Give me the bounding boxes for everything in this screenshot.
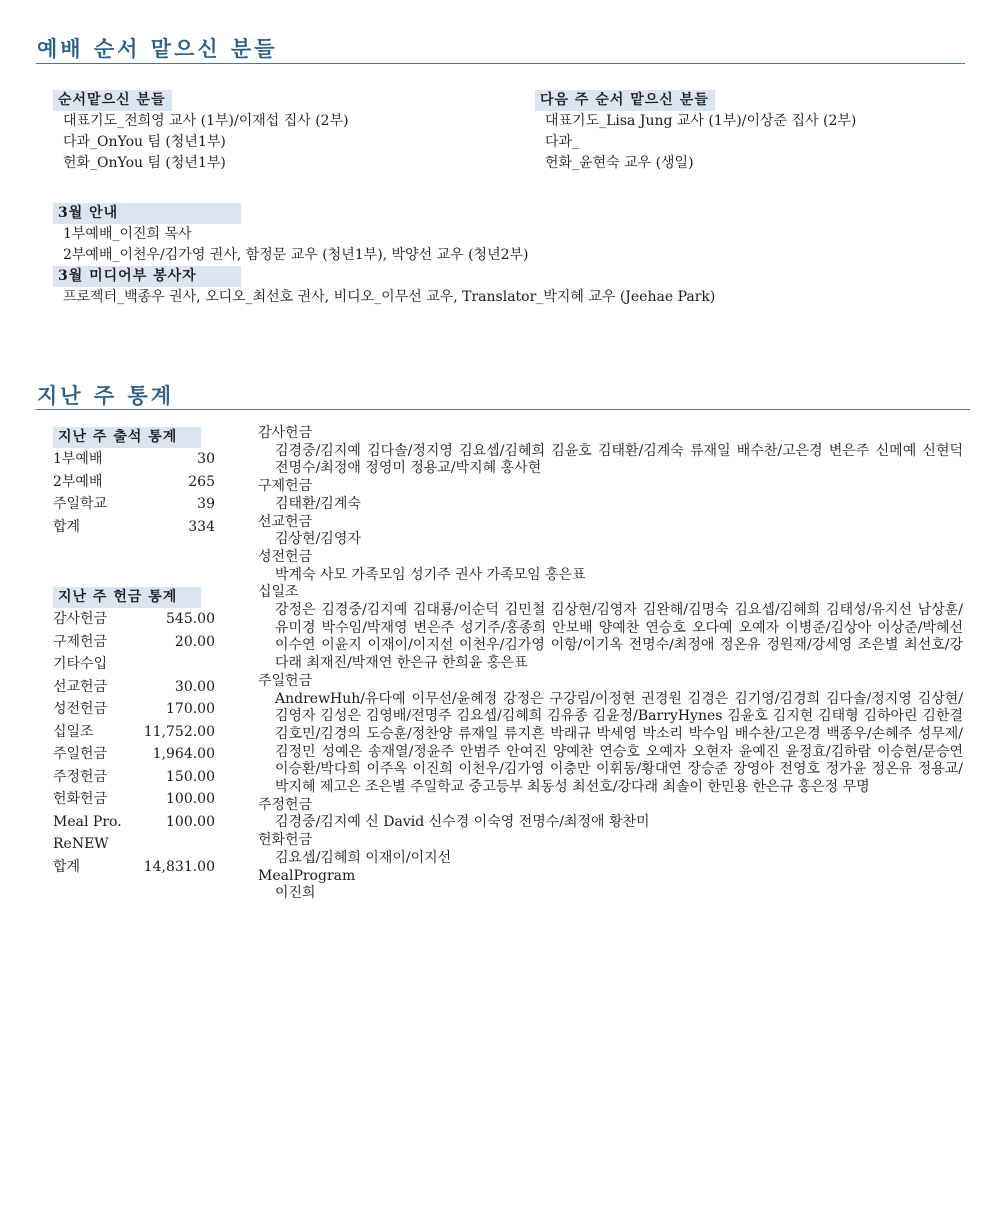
offering-category: 주일헌금: [258, 672, 313, 689]
offering-donor-names: 강정은 김경중/김지예 김대룡/이순덕 김민철 김상현/김영자 김완해/김명숙 김요셉/김혜희 김태성/유지선 남상훈/유미경 박수임/박재영 변은주 성기주/홍종희 안보배 양예찬 연승호 오다예 오예자 이병준/김상아 이상준/박혜선 이수연 이윤지 이재이/이지선 이천우/김가영 이항/이기옥 전명수/최정애 정온유 정원재/강세영 조은별 최선호/강다래 최재진/박재연 한은규 한희윤 홍은표: [275, 602, 963, 672]
offering-label: 주정헌금: [53, 768, 108, 785]
offering-category: 성전헌금: [258, 548, 313, 565]
offering-value: 100.00: [166, 813, 215, 830]
this-week-line: 다과_OnYou 팀 (청년1부): [63, 134, 226, 150]
stats-section-divider: [36, 409, 970, 410]
offering-label: 기타수입: [53, 656, 108, 672]
offering-category: 십일조: [258, 584, 299, 601]
offering-row: [53, 766, 215, 789]
offering-row: [53, 608, 215, 631]
offering-row: [53, 653, 215, 676]
attendance-row: [53, 471, 215, 494]
offering-value: 11,752.00: [143, 723, 215, 740]
this-week-line: 헌화_OnYou 팀 (청년1부): [63, 155, 226, 171]
offering-value: 20.00: [174, 633, 215, 650]
offering-label: 주일헌금: [53, 746, 108, 762]
offering-value: 100.00: [166, 791, 215, 807]
this-week-line: 대표기도_전희영 교사 (1부)/이재섭 집사 (2부): [63, 113, 349, 129]
next-week-line: 대표기도_Lisa Jung 교사 (1부)/이상준 집사 (2부): [545, 113, 857, 129]
this-week-servers-heading: 순서맡으신 분들: [53, 90, 172, 111]
attendance-label: 1부예배: [53, 451, 103, 467]
offering-donor-names: 김상현/김영자: [275, 531, 361, 548]
worship-section-title: 예배 순서 맡으신 분들: [37, 36, 278, 61]
offering-donor-names: 김경중/김지예 김다솔/정지영 김요셉/김혜희 김윤호 김태환/김계숙 류재일 배수찬/고은경 변은주 신메예 신현덕 전명수/최정애 정영미 정용교/박지혜 홍사현: [275, 442, 963, 477]
offering-label: 합계: [53, 858, 81, 875]
offering-donor-names: 김태환/김계숙: [275, 495, 361, 512]
offering-label: 감사헌금: [53, 611, 108, 627]
offering-value: 1,964.00: [152, 746, 215, 762]
march-info-heading: 3월 안내: [53, 203, 241, 224]
offering-donor-names: 박계숙 사모 가족모임 성기주 권사 가족모임 홍은표: [275, 566, 586, 583]
offering-label: Meal Pro.: [53, 813, 122, 830]
offering-row: [53, 676, 215, 699]
march-media-line: 프로젝터_백종우 권사, 오디오_최선호 권사, 비디오_이무선 교우, Translator_박지혜 교우 (Jeehae Park): [63, 289, 716, 305]
march-info-line: 1부예배_이진희 목사: [63, 226, 192, 242]
attendance-row: [53, 448, 215, 471]
attendance-stats-heading: 지난 주 출석 통계: [53, 427, 201, 448]
offering-category: 선교헌금: [258, 513, 313, 530]
offering-label: 성전헌금: [53, 701, 108, 717]
offering-donor-names: 김경중/김지예 신 David 신수경 이숙영 전명수/최정애 황찬미: [275, 814, 650, 831]
offering-donor-names: 이진희: [275, 885, 316, 902]
attendance-label: 주일학교: [53, 496, 108, 512]
offering-category: 감사헌금: [258, 425, 313, 441]
attendance-stats: [53, 427, 215, 538]
this-week-servers: [53, 90, 349, 174]
attendance-value: 265: [188, 473, 215, 490]
offering-row: [53, 856, 215, 879]
march-info: [53, 203, 715, 308]
offering-row: [53, 631, 215, 654]
offering-row: [53, 788, 215, 811]
next-week-line: 다과_: [545, 134, 580, 150]
offering-value: 14,831.00: [143, 858, 215, 875]
attendance-row: [53, 516, 215, 539]
offering-row: [53, 698, 215, 721]
march-media-heading: 3월 미디어부 봉사자: [53, 266, 241, 287]
offering-row: [53, 833, 215, 856]
attendance-value: 30: [197, 451, 215, 467]
offering-category: 헌화헌금: [258, 832, 313, 849]
offering-category: MealProgram: [258, 867, 356, 884]
offering-row: [53, 721, 215, 744]
offering-stats: [53, 587, 215, 878]
stats-section-title: 지난 주 통계: [37, 383, 175, 408]
march-info-line: 2부예배_이천우/김가영 권사, 함정문 교우 (청년1부), 박양선 교우 (청년2부): [63, 247, 529, 263]
offering-detail-list: [258, 425, 963, 903]
next-week-line: 헌화_윤현숙 교우 (생일): [545, 155, 694, 171]
offering-row: [53, 743, 215, 766]
next-week-servers: [535, 90, 856, 174]
offering-category: 구제헌금: [258, 478, 313, 495]
worship-section-divider: [36, 63, 965, 64]
offering-label: 구제헌금: [53, 633, 108, 650]
attendance-value: 334: [188, 518, 215, 535]
offering-stats-heading: 지난 주 헌금 통계: [53, 587, 201, 608]
attendance-label: 합계: [53, 518, 81, 535]
offering-row: [53, 811, 215, 834]
attendance-row: [53, 493, 215, 516]
offering-value: 545.00: [166, 611, 215, 627]
next-week-servers-heading: 다음 주 순서 맡으신 분들: [535, 90, 715, 111]
attendance-value: 39: [197, 496, 215, 512]
offering-category: 주정헌금: [258, 796, 313, 813]
offering-donor-names: 김요셉/김혜희 이재이/이지선: [275, 849, 452, 866]
offering-value: 150.00: [166, 768, 215, 785]
offering-label: 선교헌금: [53, 678, 108, 695]
offering-donor-names: AndrewHuh/유다예 이무선/윤혜정 강정은 구강림/이정현 권경원 김경은 김기영/김경희 김다솔/정지영 김상현/김영자 김성은 김영배/전명주 김요셉/김혜희 김유종 김윤정/BarryHynes 김윤호 김지현 김태형 김하아린 김한결 김호민/김경의 도승훈/정찬양 류재일 류지흔 박래규 박세영 박소리 박수임 배수찬/고은경 백종우/손혜주 성무제/김정민 성예은 송재열/정윤주 안범주 안여진 양예찬 연승호 오예자 오현자 윤예진 윤정효/김하람 이승현/문승연 이승환/박다희 이주옥 이진희 이천우/김가영 이충만 이휘동/황대연 장승준 장영아 전영호 정가윤 정온유 정용교/박지혜 제고은 조은별 주일학교 중고등부 최동성 최선호/강다래 최솔이 한민용 한은규 홍은정 무명: [275, 690, 963, 796]
offering-value: 30.00: [174, 678, 215, 695]
attendance-label: 2부예배: [53, 473, 103, 490]
offering-label: ReNEW: [53, 836, 109, 852]
offering-label: 십일조: [53, 723, 94, 740]
offering-label: 헌화헌금: [53, 791, 108, 807]
offering-value: 170.00: [166, 701, 215, 717]
